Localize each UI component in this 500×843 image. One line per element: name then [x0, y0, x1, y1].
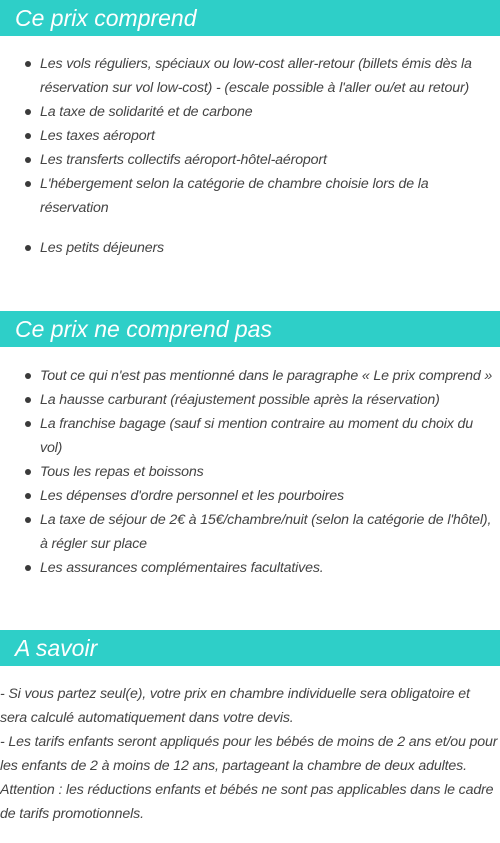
- info-paragraph: Attention : les réductions enfants et bébés ne sont pas applicables dans le cadre de tarifs promotionnels.: [0, 782, 494, 822]
- list-item: Les assurances complémentaires facultatives.: [0, 556, 500, 580]
- excludes-section: [0, 311, 500, 580]
- list-item: Les transferts collectifs aéroport-hôtel-aéroport: [0, 148, 500, 172]
- excludes-list: [0, 364, 500, 580]
- info-title: A savoir: [0, 630, 500, 666]
- list-item: La hausse carburant (réajustement possible après la réservation): [0, 388, 500, 412]
- list-item: L'hébergement selon la catégorie de chambre choisie lors de la réservation: [0, 172, 500, 220]
- list-item: Tout ce qui n'est pas mentionné dans le paragraphe « Le prix comprend »: [0, 364, 500, 388]
- info-paragraph: - Les tarifs enfants seront appliqués pour les bébés de moins de 2 ans et/ou pour les enfants de 2 à moins de 12 ans, partageant la chambre de deux adultes.: [0, 734, 498, 774]
- list-item: Tous les repas et boissons: [0, 460, 500, 484]
- includes-section: [0, 0, 500, 260]
- info-section: [0, 630, 500, 826]
- excludes-title: Ce prix ne comprend pas: [0, 311, 500, 347]
- info-paragraph: - Si vous partez seul(e), votre prix en chambre individuelle sera obligatoire et sera calculé automatiquement dans votre devis.: [0, 686, 470, 726]
- list-item: Les petits déjeuners: [0, 236, 500, 260]
- includes-title: Ce prix comprend: [0, 0, 500, 36]
- includes-list: [0, 52, 500, 260]
- list-item: La taxe de séjour de 2€ à 15€/chambre/nuit (selon la catégorie de l'hôtel), à régler sur place: [0, 508, 500, 556]
- list-item: La franchise bagage (sauf si mention contraire au moment du choix du vol): [0, 412, 500, 460]
- info-body: [0, 682, 500, 826]
- list-item: Les dépenses d'ordre personnel et les pourboires: [0, 484, 500, 508]
- list-item: Les taxes aéroport: [0, 124, 500, 148]
- list-item: Les vols réguliers, spéciaux ou low-cost aller-retour (billets émis dès la réservation sur vol low-cost) - (escale possible à l'aller ou/et au retour): [0, 52, 500, 100]
- list-item: La taxe de solidarité et de carbone: [0, 100, 500, 124]
